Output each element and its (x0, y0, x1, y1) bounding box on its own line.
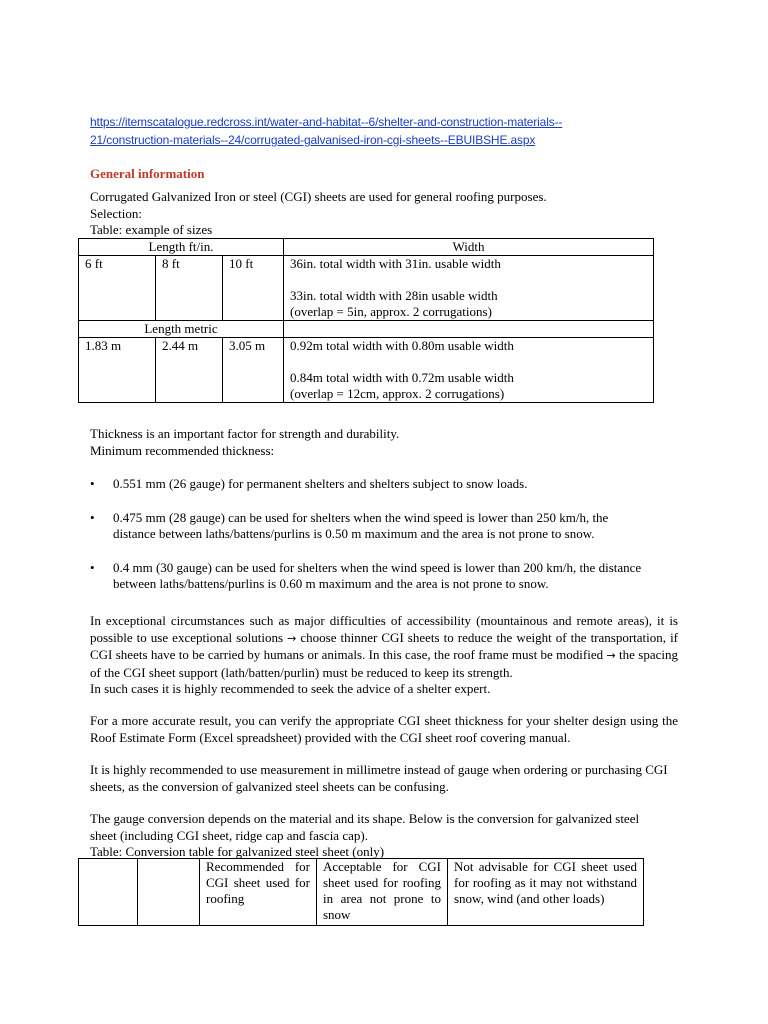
table-cell (284, 321, 654, 338)
table-cell: 3.05 m (223, 338, 284, 403)
gauge-line-3: Table: Conversion table for galvanized steel sheet (only) (90, 844, 385, 859)
recommended-header: Recommended for CGI sheet used for roofing (200, 859, 317, 926)
width-text: 0.92m total width with 0.80m usable width (290, 338, 514, 353)
list-item-text: distance between laths/battens/purlins is 0.50 m maximum and the area is not prone to snow. (113, 526, 595, 541)
bullet-icon: • (90, 559, 95, 575)
not-advisable-header: Not advisable for CGI sheet used for roofing as it may not withstand snow, wind (and other loads) (448, 859, 644, 926)
exceptional-paragraph (90, 613, 678, 698)
gauge-paragraph (90, 811, 690, 861)
table-row (79, 338, 654, 403)
arrow-right-icon: → (287, 631, 297, 645)
table-row (79, 321, 654, 338)
width-text: (overlap = 5in, approx. 2 corrugations) (290, 304, 492, 319)
width-header: Width (284, 239, 654, 256)
table-cell: 1.83 m (79, 338, 156, 403)
table-cell: 6 ft (79, 256, 156, 321)
intro-block (90, 189, 680, 239)
list-item-text: 0.475 mm (28 gauge) can be used for shelters when the wind speed is lower than 250 km/h, the (113, 509, 609, 525)
intro-line-1: Corrugated Galvanized Iron or steel (CGI) sheets are used for general roofing purposes. (90, 189, 547, 204)
thickness-list (90, 476, 690, 593)
width-text: (overlap = 12cm, approx. 2 corrugations) (290, 386, 505, 401)
list-item (90, 476, 690, 493)
table-cell: 8 ft (156, 256, 223, 321)
exceptional-text-4: In such cases it is highly recommended to seek the advice of a shelter expert. (90, 681, 491, 696)
accurate-paragraph: For a more accurate result, you can verify the appropriate CGI sheet thickness for your shelter design using the Roof Estimate Form (Excel spreadsheet) provided with the CGI sheet roof covering manual. (90, 713, 678, 745)
gauge-line-1: The gauge conversion depends on the material and its shape. Below is the conversion for galvanized steel (90, 811, 640, 826)
section-heading: General information (90, 166, 205, 181)
exceptional-text-1: In exceptional circumstances such as major difficulties of accessibility (mountainous and remote areas), it is possible to use exceptional solutions (90, 613, 678, 645)
bullet-icon: • (90, 509, 95, 525)
list-item (90, 560, 690, 593)
list-item-text: between laths/battens/purlins is 0.60 m maximum and the area is not prone to snow. (113, 576, 549, 591)
width-text: 33in. total width with 28in usable width (290, 288, 498, 303)
table-cell (138, 859, 200, 926)
list-item (90, 510, 690, 543)
gauge-line-2: sheet (including CGI sheet, ridge cap and fascia cap). (90, 827, 368, 843)
bullet-icon: • (90, 476, 95, 491)
table-header-row (79, 859, 644, 926)
table-cell: 2.44 m (156, 338, 223, 403)
exceptional-text-3: the spacing of the CGI sheet support (lath/batten/purlin) must be reduced to keep its strength. (90, 647, 678, 680)
table-cell (79, 859, 138, 926)
millimetre-paragraph: It is highly recommended to use measurement in millimetre instead of gauge when ordering or purchasing CGI sheets, as the conversion of galvanized steel sheets can be confusing. (90, 762, 668, 794)
intro-line-2: Selection: (90, 205, 142, 221)
intro-line-3: Table: example of sizes (90, 222, 213, 237)
sizes-table (78, 238, 654, 403)
table-row (79, 256, 654, 321)
table-cell: 10 ft (223, 256, 284, 321)
list-item-text: 0.551 mm (26 gauge) for permanent shelters and shelters subject to snow loads. (113, 476, 528, 491)
arrow-right-icon: → (606, 649, 616, 662)
catalogue-link[interactable] (90, 113, 650, 149)
metric-width-cell (284, 338, 654, 403)
width-text: 36in. total width with 31in. usable width (290, 256, 501, 271)
thickness-line-1: Thickness is an important factor for strength and durability. (90, 426, 400, 441)
link-line-1[interactable]: https://itemscatalogue.redcross.int/water-and-habitat--6/shelter-and-construction-materials-- (90, 115, 563, 129)
length-metric-header: Length metric (79, 321, 284, 338)
thickness-block (90, 426, 680, 459)
thickness-line-2: Minimum recommended thickness: (90, 442, 275, 458)
link-line-2[interactable]: 21/construction-materials--24/corrugated-galvanised-iron-cgi-sheets--EBUIBSHE.aspx (90, 133, 536, 147)
list-item-text: 0.4 mm (30 gauge) can be used for shelters when the wind speed is lower than 200 km/h, the distance (113, 559, 642, 575)
acceptable-header: Acceptable for CGI sheet used for roofing in area not prone to snow (317, 859, 448, 926)
conversion-table (78, 858, 644, 926)
exceptional-text-2: choose thinner CGI sheets to reduce the weight of the transportation, if CGI sheets have to be carried by humans or animals. In this case, the roof frame must be modified (90, 629, 679, 662)
width-text: 0.84m total width with 0.72m usable width (290, 370, 514, 385)
length-ft-header: Length ft/in. (79, 239, 284, 256)
table-row (79, 239, 654, 256)
imperial-width-cell (284, 256, 654, 321)
